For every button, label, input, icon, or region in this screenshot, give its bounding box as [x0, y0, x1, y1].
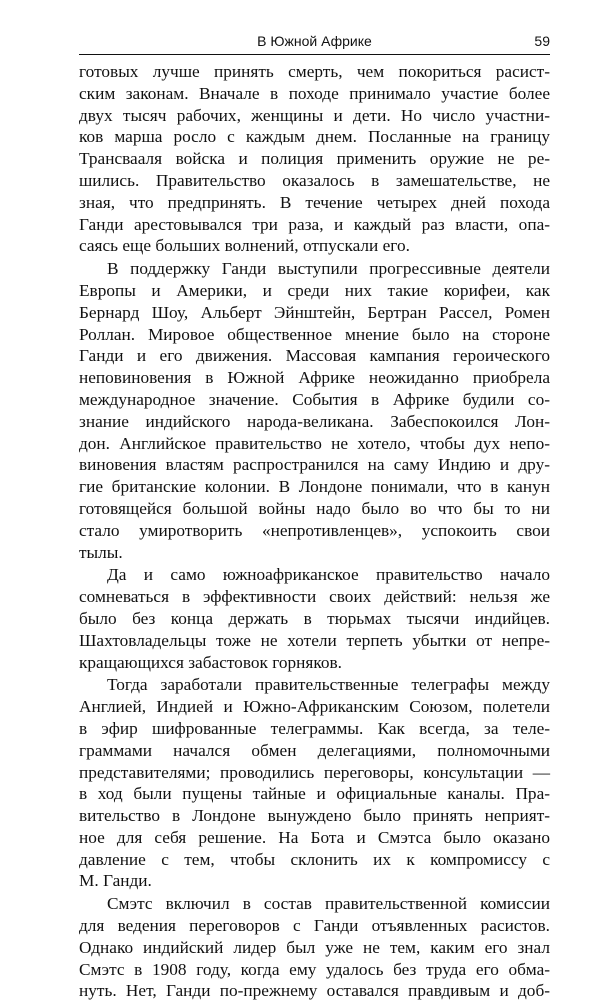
text-line: сомневаться в эффективности своих действий: нельзя же: [79, 587, 550, 607]
paragraph-2: [79, 258, 550, 563]
text-line: ским законам. Вначале в походе принимало участие более: [79, 83, 550, 103]
text-line: дон. Английское правительство не хотело, чтобы дух непо-: [79, 433, 550, 453]
paragraph-4: [79, 674, 550, 892]
text-line: М. Ганди.: [79, 871, 152, 891]
text-line: Европы и Америки, и среди них такие корифеи, как: [79, 280, 550, 300]
text-line: гие британские колонии. В Лондоне понимали, что в канун: [79, 477, 550, 497]
text-line: граммами начался обмен делегациями, полномочными: [79, 740, 550, 760]
text-line: неповиновения в Южной Африке неожиданно приобрела: [79, 368, 550, 388]
text-line: В поддержку Ганди выступили прогрессивные деятели: [107, 259, 550, 279]
page-number: 59: [534, 33, 550, 49]
paragraph-1: [79, 61, 550, 257]
text-line: Однако индийский лидер был уже не тем, каким его знал: [79, 937, 550, 957]
text-line: стало умиротворить «непротивленцев», успокоить свои: [79, 520, 550, 540]
text-line: ков марша росло с каждым днем. Посланные на границу: [79, 127, 550, 147]
text-line: готовящейся большой войны надо было во что бы то ни: [79, 498, 550, 518]
text-line: знание индийского народа-великана. Забеспокоился Лон-: [79, 411, 550, 431]
running-head: [79, 30, 550, 55]
text-line: было без конца держать в тюрьмах тысячи индийцев.: [79, 608, 550, 628]
text-line: готовых лучше принять смерть, чем покориться расист-: [79, 62, 550, 81]
text-line: в ход были пущены тайные и официальные каналы. Пра-: [79, 784, 550, 804]
text-line: Бернард Шоу, Альберт Эйнштейн, Бертран Рассел, Ромен: [79, 302, 550, 322]
text-line: Тогда заработали правительственные телеграфы между: [107, 675, 550, 695]
text-line: представителями; проводились переговоры, консультации —: [79, 762, 550, 782]
text-line: Трансвааля войска и полиция применить оружие не ре-: [79, 149, 550, 169]
text-line: тылы.: [79, 542, 123, 562]
text-line: кращающихся забастовок горняков.: [79, 652, 342, 672]
text-line: Шахтовладельцы тоже не хотели терпеть убытки от непре-: [79, 630, 550, 650]
text-line: Ганди арестовывался три раза, и каждый раз власти, опа-: [79, 214, 550, 234]
text-line: Ганди и его движения. Массовая кампания героического: [79, 346, 550, 366]
text-line: Англией, Индией и Южно-Африканским Союзом, полетели: [79, 697, 550, 717]
paragraph-3: [79, 564, 550, 673]
text-line: зная, что предпринять. В течение четырех дней похода: [79, 192, 550, 212]
body-text: [79, 61, 550, 1003]
text-line: саясь еще больших волнений, отпускали его.: [79, 236, 410, 256]
running-title: В Южной Африке: [257, 33, 372, 49]
text-line: Смэтс в 1908 году, когда ему удалось без труда его обма-: [79, 959, 550, 979]
text-line: нуть. Нет, Ганди по-прежнему оставался правдивым и доб-: [79, 981, 550, 1001]
text-line: виновения властям распространился на саму Индию и дру-: [79, 455, 550, 475]
text-line: давление с тем, чтобы склонить их к компромиссу с: [79, 849, 550, 869]
text-line: ное для себя решение. На Бота и Смэтса было оказано: [79, 827, 550, 847]
text-line: Смэтс включил в состав правительственной комиссии: [107, 894, 550, 914]
text-line: международное значение. События в Африке будили со-: [79, 389, 550, 409]
text-line: двух тысяч рабочих, женщины и дети. Но число участни-: [79, 105, 550, 125]
text-line: Роллан. Мировое общественное мнение было на стороне: [79, 324, 550, 344]
text-line: в эфир шифрованные телеграммы. Как всегда, за теле-: [79, 718, 550, 738]
text-line: Да и само южноафриканское правительство начало: [107, 565, 550, 585]
text-line: шились. Правительство оказалось в замешательстве, не: [79, 170, 550, 190]
text-line: для ведения переговоров с Ганди отъявленных расистов.: [79, 916, 550, 936]
text-line: вительство в Лондоне вынуждено было принять неприят-: [79, 806, 550, 826]
